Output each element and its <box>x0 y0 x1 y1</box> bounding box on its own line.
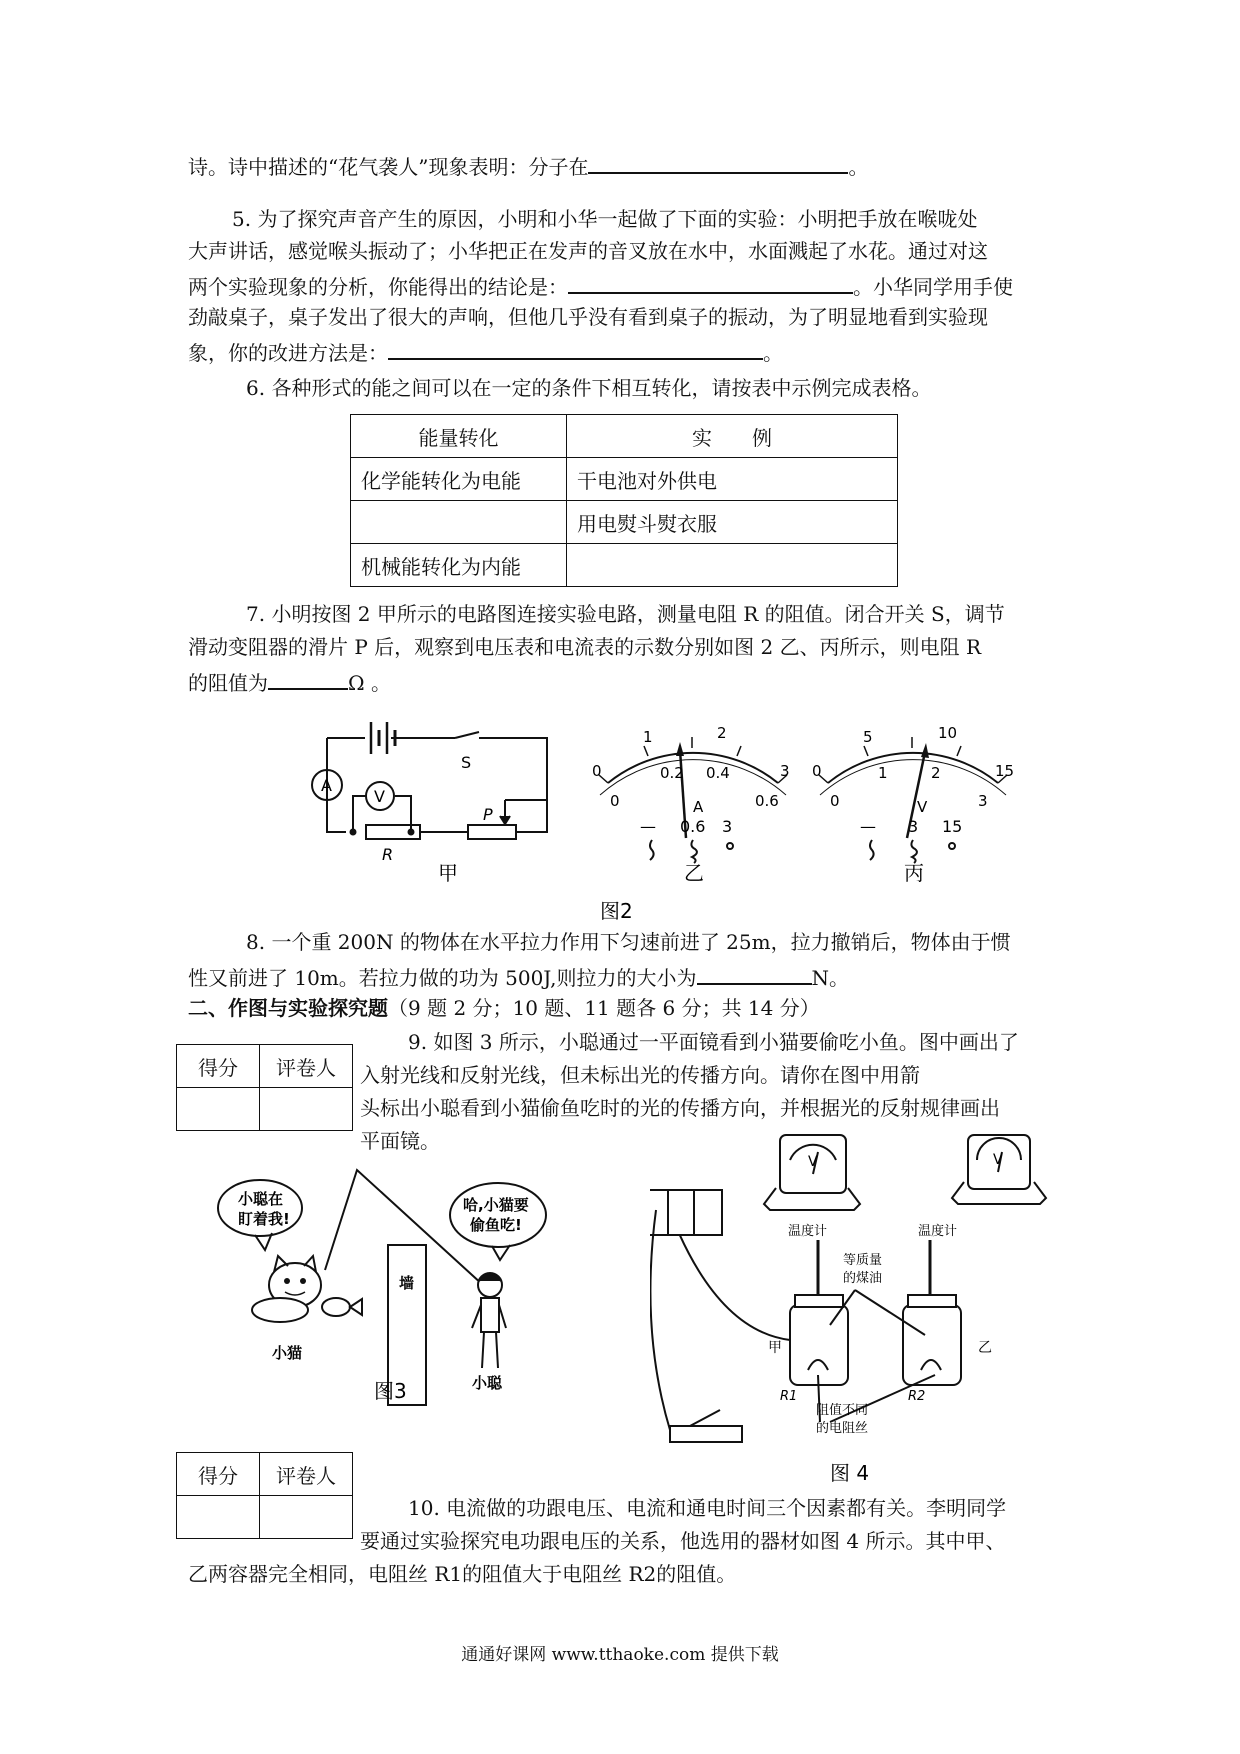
q9-line-3: 头标出小聪看到小猫偷鱼吃时的光的传播方向，并根据光的反射规律画出 <box>360 1096 1000 1120</box>
voltmeter-top-0: 0 <box>812 762 822 780</box>
table-cell: 干电池对外供电 <box>567 458 898 501</box>
meter-symbol-1: V <box>808 1154 818 1170</box>
boy-label: 小聪 <box>472 1374 503 1392</box>
container-yi <box>903 1305 961 1385</box>
voltmeter-term-3: 3 <box>908 817 919 836</box>
ammeter-bottom-3: 0.6 <box>755 792 779 810</box>
cat-bubble-line-2: 盯着我! <box>238 1210 290 1228</box>
table-header: 能量转化 <box>351 415 567 458</box>
table-header: 实 例 <box>567 415 898 458</box>
kerosene-label-2: 的煤油 <box>843 1271 883 1286</box>
wall-label: 墙 <box>399 1274 415 1292</box>
container-jia <box>790 1305 848 1385</box>
caption-jia: 甲 <box>438 861 458 885</box>
score-header: 得分 <box>177 1453 260 1496</box>
figure-4 <box>650 1130 1070 1490</box>
wire-label-2: 的电阻丝 <box>816 1421 869 1436</box>
ammeter-bottom-0: 0 <box>610 792 620 810</box>
switch <box>670 1426 742 1442</box>
voltmeter-top-2: 10 <box>938 724 958 742</box>
cat-label: 小猫 <box>272 1344 303 1362</box>
ammeter-term-neg: — <box>640 817 656 836</box>
voltmeter-bottom-3: 3 <box>978 792 988 810</box>
score-table-2 <box>176 1452 353 1539</box>
boy-bubble-line-1: 哈,小猫要 <box>463 1196 529 1214</box>
ammeter-symbol: A <box>321 776 332 795</box>
thermometer-label-1: 温度计 <box>788 1224 828 1239</box>
voltmeter-bottom-0: 0 <box>830 792 840 810</box>
score-cell[interactable] <box>177 1088 260 1131</box>
cat-illustration <box>252 1256 362 1322</box>
q7-line-2: 滑动变阻器的滑片 P 后，观察到电压表和电流表的示数分别如图 2 乙、丙所示，则电阻 R <box>188 635 982 659</box>
q10-line-3: 乙两容器完全相同，电阻丝 R1的阻值大于电阻丝 R2的阻值。 <box>188 1562 737 1586</box>
ammeter-term-3: 3 <box>722 817 733 836</box>
boy-bubble-line-2: 偷鱼吃! <box>470 1216 522 1234</box>
figure-3 <box>200 1160 600 1420</box>
section-2-heading <box>188 994 820 1022</box>
figure-4-caption: 图 4 <box>830 1461 870 1485</box>
q5-line-3: 两个实验现象的分析，你能得出的结论是： 。小华同学用手使 <box>188 270 1013 301</box>
table-cell-blank[interactable] <box>567 544 898 587</box>
q9-line-2: 入射光线和反射光线，但未标出光的传播方向。请你在图中用箭 <box>360 1063 920 1087</box>
voltmeter-term-neg: — <box>860 817 876 836</box>
ammeter-terminals <box>650 840 733 863</box>
answer-blank[interactable] <box>568 270 853 294</box>
grader-cell[interactable] <box>260 1088 353 1131</box>
table-cell: 机械能转化为内能 <box>351 544 567 587</box>
voltmeter-top-1: 5 <box>863 728 873 746</box>
figure-2 <box>0 700 1240 930</box>
r2-label: R2 <box>908 1389 926 1404</box>
answer-blank[interactable] <box>268 666 348 690</box>
ammeter-top-3: 3 <box>780 762 790 780</box>
ammeter-symbol: A <box>693 798 704 816</box>
grader-header: 评卷人 <box>260 1453 353 1496</box>
section-note: （9 题 2 分；10 题、11 题各 6 分；共 14 分） <box>388 996 820 1020</box>
answer-blank[interactable] <box>588 150 848 174</box>
q9-line-1: 9. 如图 3 所示，小聪通过一平面镜看到小猫要偷吃小鱼。图中画出了 <box>408 1030 1019 1054</box>
voltmeter-term-15: 15 <box>942 817 963 836</box>
incident-ray <box>325 1170 483 1285</box>
q5-line-5: 象，你的改进方法是： 。 <box>188 336 783 367</box>
score-cell[interactable] <box>177 1496 260 1539</box>
ammeter-bottom-1: 0.2 <box>660 764 684 782</box>
thermometer-label-2: 温度计 <box>918 1224 958 1239</box>
caption-yi: 乙 <box>684 861 704 885</box>
voltmeter-symbol: V <box>374 787 385 806</box>
q7-line-3: 的阻值为 Ω 。 <box>188 666 391 697</box>
battery <box>650 1190 722 1235</box>
jia-label: 甲 <box>768 1340 782 1356</box>
boy-illustration <box>472 1273 506 1368</box>
voltmeter-top-3: 15 <box>995 762 1015 780</box>
grader-header: 评卷人 <box>260 1045 353 1088</box>
meter-symbol-2: V <box>993 1152 1003 1168</box>
caption-bing: 丙 <box>904 861 924 885</box>
kerosene-label-1: 等质量 <box>843 1253 883 1268</box>
ammeter-top-0: 0 <box>592 762 602 780</box>
figure-3-caption: 图3 <box>374 1379 407 1403</box>
q5-line-4: 劲敲桌子，桌子发出了很大的声响，但他几乎没有看到桌子的振动，为了明显地看到实验现 <box>188 305 988 329</box>
q10-line-1: 10. 电流做的功跟电压、电流和通电时间三个因素都有关。李明同学 <box>408 1496 1007 1520</box>
voltmeter-symbol: V <box>917 798 928 816</box>
q5-line-2: 大声讲话，感觉喉头振动了；小华把正在发声的音叉放在水中，水面溅起了水花。通过对这 <box>188 239 988 263</box>
r1-label: R1 <box>780 1389 798 1404</box>
q7-line-1: 7. 小明按图 2 甲所示的电路图连接实验电路，测量电阻 R 的阻值。闭合开关 S，调节 <box>246 602 1005 626</box>
q5-line-1: 5. 为了探究声音产生的原因，小明和小华一起做了下面的实验：小明把手放在喉咙处 <box>232 207 978 231</box>
ammeter-top-2: 2 <box>717 724 727 742</box>
boy-speech-bubble <box>450 1183 546 1247</box>
section-title: 二、作图与实验探究题 <box>188 996 388 1020</box>
ammeter-term-0.6: 0.6 <box>680 817 706 836</box>
ammeter-bottom-2: 0.4 <box>706 764 730 782</box>
energy-table <box>350 414 898 587</box>
figure-2-caption: 图2 <box>600 899 633 923</box>
q6-text: 6. 各种形式的能之间可以在一定的条件下相互转化，请按表中示例完成表格。 <box>246 376 932 400</box>
q8-line-1: 8. 一个重 200N 的物体在水平拉力作用下匀速前进了 25m，拉力撤销后，物体由于惯 <box>246 930 1011 954</box>
voltmeter-terminals <box>870 840 955 863</box>
score-table <box>176 1044 353 1131</box>
switch-label: S <box>461 753 472 772</box>
score-header: 得分 <box>177 1045 260 1088</box>
wire-label-1: 阻值不同 <box>816 1403 869 1418</box>
table-cell: 化学能转化为电能 <box>351 458 567 501</box>
q9-line-4: 平面镜。 <box>360 1129 440 1153</box>
cat-bubble-line-1: 小聪在 <box>238 1190 284 1208</box>
ammeter-top-1: 1 <box>643 728 653 746</box>
resistor-label: R <box>382 845 394 864</box>
yi-label: 乙 <box>978 1340 992 1356</box>
answer-blank[interactable] <box>388 336 763 360</box>
q10-line-2: 要通过实验探究电功跟电压的关系，他选用的器材如图 4 所示。其中甲、 <box>360 1529 1006 1553</box>
slider-label: P <box>483 805 493 824</box>
footer: 通通好课网 www.tthaoke.com 提供下载 <box>461 1645 779 1665</box>
voltmeter-bottom-2: 2 <box>931 764 941 782</box>
table-cell-blank[interactable] <box>351 501 567 544</box>
answer-blank[interactable] <box>697 961 812 985</box>
circuit-diagram <box>312 722 547 839</box>
q4-tail: 诗。诗中描述的“花气袭人”现象表明：分子在 。 <box>188 150 868 181</box>
grader-cell[interactable] <box>260 1496 353 1539</box>
table-cell: 用电熨斗熨衣服 <box>567 501 898 544</box>
q8-line-2: 性又前进了 10m。若拉力做的功为 500J,则拉力的大小为 N。 <box>188 961 849 992</box>
voltmeter-bottom-1: 1 <box>878 764 888 782</box>
